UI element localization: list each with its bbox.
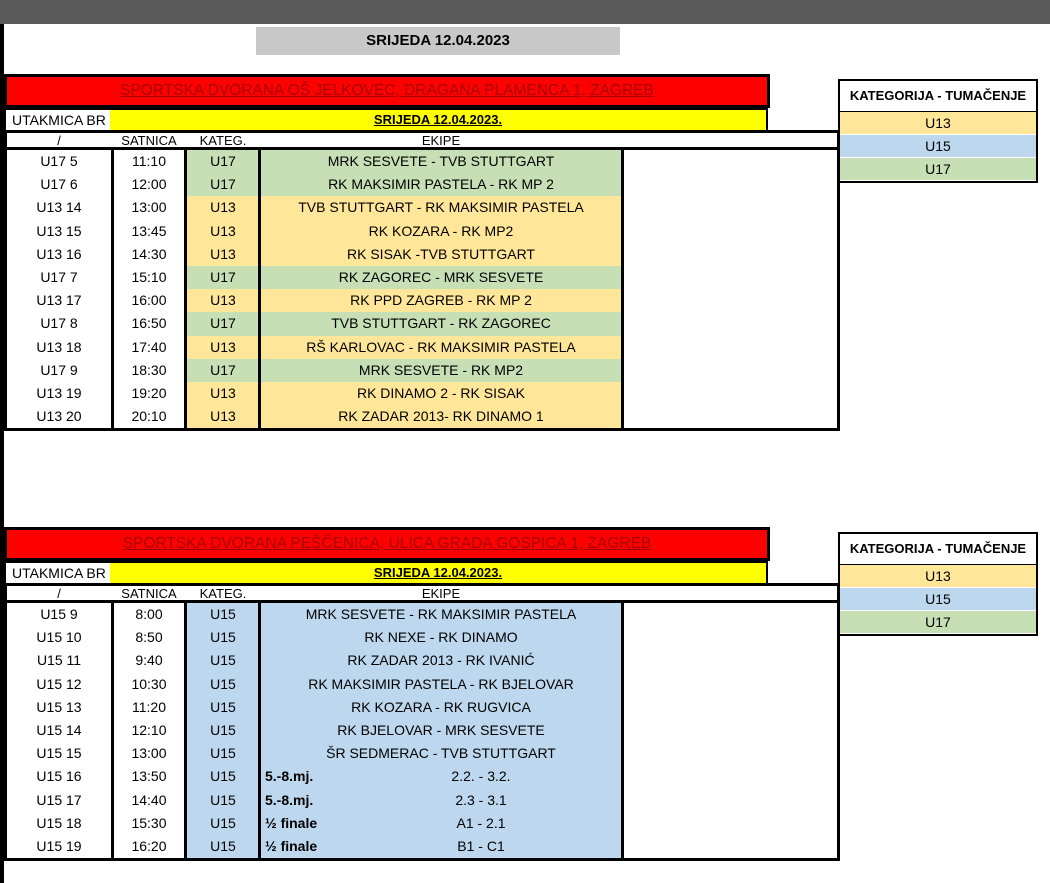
- legend-item: U13: [840, 112, 1036, 135]
- table-row: [7, 719, 837, 742]
- match-number-label: UTAKMICA BR: [6, 563, 110, 583]
- match-teams: RK KOZARA - RK RUGVICA: [261, 696, 621, 719]
- match-category: U17: [187, 359, 259, 382]
- match-category: U15: [187, 719, 259, 742]
- column-divider: [111, 150, 114, 428]
- table-row: [7, 196, 837, 219]
- match-time: 19:20: [131, 384, 167, 401]
- header-teams: EKIPE: [421, 586, 461, 601]
- match-number: U15 16: [36, 768, 82, 785]
- match-teams: RK PPD ZAGREB - RK MP 2: [261, 289, 621, 312]
- match-number: U15 15: [36, 745, 82, 762]
- table-row: [7, 336, 837, 359]
- match-stage: 5.-8.mj.: [265, 791, 314, 808]
- match-number: U13 15: [36, 222, 82, 239]
- date-row: [4, 108, 768, 132]
- match-category: U15: [187, 742, 259, 765]
- match-number: U17 5: [40, 153, 78, 169]
- match-category: U17: [187, 173, 259, 196]
- match-category: U13: [187, 220, 259, 243]
- header-number: /: [57, 586, 61, 601]
- schedule-table: [4, 150, 840, 431]
- match-time: 15:30: [131, 814, 167, 831]
- match-number: U13 20: [36, 408, 82, 425]
- category-legend: [838, 532, 1038, 636]
- match-category: U15: [187, 812, 259, 835]
- table-row: [7, 359, 837, 382]
- match-number: U15 9: [40, 606, 78, 622]
- column-divider: [258, 603, 261, 858]
- match-teams: RK NEXE - RK DINAMO: [261, 626, 621, 649]
- match-number: U15 12: [36, 675, 82, 692]
- match-time: 13:50: [131, 768, 167, 785]
- table-row: [7, 626, 837, 649]
- venue-title: SPORTSKA DVORANA PEŠČENICA, ULICA GRADA GOSPIĆA 1, ZAGREB: [4, 527, 770, 561]
- match-number-label: UTAKMICA BR: [6, 110, 110, 130]
- legend-title: KATEGORIJA - TUMAČENJE: [840, 534, 1036, 565]
- legend-item: U17: [840, 158, 1036, 181]
- match-category: U13: [187, 382, 259, 405]
- legend-item: U15: [840, 588, 1036, 611]
- match-category: U17: [187, 266, 259, 289]
- match-number: U13 16: [36, 245, 82, 262]
- match-number: U13 19: [36, 384, 82, 401]
- match-category: U15: [187, 696, 259, 719]
- match-teams: RŠ KARLOVAC - RK MAKSIMIR PASTELA: [261, 336, 621, 359]
- header-time: SATNICA: [121, 586, 177, 601]
- legend-item: U13: [840, 565, 1036, 588]
- match-time: 10:30: [131, 675, 167, 692]
- match-teams: RK ZADAR 2013- RK DINAMO 1: [261, 405, 621, 428]
- match-time: 9:40: [135, 652, 163, 669]
- column-divider: [111, 603, 114, 858]
- match-category: U15: [187, 835, 259, 858]
- match-teams: TVB STUTTGART - RK MAKSIMIR PASTELA: [261, 196, 621, 219]
- match-number: U15 13: [36, 698, 82, 715]
- match-time: 13:00: [131, 199, 167, 216]
- match-number: U17 8: [40, 315, 78, 332]
- match-teams: MRK SESVETE - RK MAKSIMIR PASTELA: [261, 603, 621, 626]
- table-row: [7, 243, 837, 266]
- match-time: 16:50: [131, 315, 167, 332]
- match-time: 17:40: [131, 338, 167, 355]
- match-number: U15 10: [36, 629, 82, 646]
- legend-title: KATEGORIJA - TUMAČENJE: [840, 81, 1036, 112]
- match-time: 16:20: [131, 837, 167, 854]
- table-row: [7, 266, 837, 289]
- table-row: [7, 812, 837, 835]
- match-teams: RK KOZARA - RK MP2: [261, 220, 621, 243]
- table-row: [7, 150, 837, 173]
- category-legend: [838, 79, 1038, 183]
- table-row: [7, 173, 837, 196]
- match-category: U13: [187, 405, 259, 428]
- match-stage: ½ finale: [265, 814, 318, 831]
- match-category: U15: [187, 673, 259, 696]
- match-time: 12:10: [131, 721, 167, 738]
- header-row: [4, 583, 840, 603]
- match-teams: TVB STUTTGART - RK ZAGOREC: [261, 312, 621, 335]
- table-row: [7, 405, 837, 428]
- match-category: U13: [187, 196, 259, 219]
- table-row: [7, 696, 837, 719]
- match-time: 11:10: [132, 153, 166, 169]
- header-category: KATEG.: [199, 586, 247, 601]
- match-category: U17: [187, 312, 259, 335]
- match-number: U17 9: [40, 361, 78, 378]
- match-teams: A1 - 2.1: [261, 812, 621, 835]
- match-time: 18:30: [131, 361, 167, 378]
- header-time: SATNICA: [121, 133, 177, 148]
- match-category: U15: [187, 789, 259, 812]
- match-time: 13:45: [131, 222, 167, 239]
- match-time: 11:20: [132, 698, 166, 715]
- column-divider: [184, 150, 187, 428]
- header-row: [4, 130, 840, 150]
- match-teams: MRK SESVETE - TVB STUTTGART: [261, 150, 621, 173]
- match-teams: MRK SESVETE - RK MP2: [261, 359, 621, 382]
- header-category: KATEG.: [199, 133, 247, 148]
- header-teams: EKIPE: [421, 133, 461, 148]
- match-time: 14:40: [131, 791, 167, 808]
- match-time: 16:00: [131, 292, 167, 309]
- table-row: [7, 835, 837, 858]
- match-number: U13 18: [36, 338, 82, 355]
- match-stage: 5.-8.mj.: [265, 768, 314, 785]
- table-row: [7, 789, 837, 812]
- table-row: [7, 603, 837, 626]
- match-teams: B1 - C1: [261, 835, 621, 858]
- header-number: /: [57, 133, 61, 148]
- table-row: [7, 312, 837, 335]
- match-category: U15: [187, 626, 259, 649]
- match-category: U13: [187, 243, 259, 266]
- table-row: [7, 382, 837, 405]
- match-category: U15: [187, 765, 259, 788]
- match-teams: RK MAKSIMIR PASTELA - RK BJELOVAR: [261, 673, 621, 696]
- match-category: U13: [187, 289, 259, 312]
- match-number: U13 14: [36, 199, 82, 216]
- table-row: [7, 289, 837, 312]
- match-category: U17: [187, 150, 259, 173]
- date-row: [4, 561, 768, 585]
- match-category: U15: [187, 649, 259, 672]
- match-teams: 2.3 - 3.1: [261, 789, 621, 812]
- match-category: U15: [187, 603, 259, 626]
- match-number: U15 18: [36, 814, 82, 831]
- match-teams: ŠR SEDMERAC - TVB STUTTGART: [261, 742, 621, 765]
- table-row: [7, 220, 837, 243]
- top-bar: [0, 0, 1050, 24]
- match-number: U13 17: [36, 292, 82, 309]
- legend-item: U17: [840, 611, 1036, 634]
- schedule-table: [4, 603, 840, 861]
- date-banner: SRIJEDA 12.04.2023: [256, 27, 620, 55]
- match-time: 13:00: [131, 745, 167, 762]
- match-time: 8:50: [135, 629, 163, 646]
- match-number: U15 14: [36, 721, 82, 738]
- match-number: U15 11: [36, 652, 82, 669]
- match-teams: RK ZAGOREC - MRK SESVETE: [261, 266, 621, 289]
- match-time: 20:10: [131, 408, 167, 425]
- column-divider: [184, 603, 187, 858]
- match-number: U15 19: [36, 837, 82, 854]
- match-time: 12:00: [131, 176, 167, 193]
- match-time: 8:00: [135, 606, 163, 622]
- column-divider: [621, 603, 624, 858]
- venue-title: SPORTSKA DVORANA OŠ JELKOVEC, DRAGANA PLAMENCA 1, ZAGREB: [4, 74, 770, 108]
- column-divider: [621, 150, 624, 428]
- match-number: U15 17: [36, 791, 82, 808]
- match-teams: RK BJELOVAR - MRK SESVETE: [261, 719, 621, 742]
- match-time: 15:10: [131, 268, 167, 285]
- match-teams: 2.2. - 3.2.: [261, 765, 621, 788]
- match-stage: ½ finale: [265, 837, 318, 854]
- table-row: [7, 649, 837, 672]
- match-teams: RK MAKSIMIR PASTELA - RK MP 2: [261, 173, 621, 196]
- match-teams: RK ZADAR 2013 - RK IVANIĆ: [261, 649, 621, 672]
- match-category: U13: [187, 336, 259, 359]
- section-date: SRIJEDA 12.04.2023.: [373, 112, 503, 127]
- column-divider: [258, 150, 261, 428]
- table-row: [7, 765, 837, 788]
- table-row: [7, 673, 837, 696]
- match-teams: RK SISAK -TVB STUTTGART: [261, 243, 621, 266]
- match-teams: RK DINAMO 2 - RK SISAK: [261, 382, 621, 405]
- match-number: U17 7: [40, 268, 78, 285]
- match-time: 14:30: [131, 245, 167, 262]
- match-number: U17 6: [40, 176, 78, 193]
- legend-item: U15: [840, 135, 1036, 158]
- section-date: SRIJEDA 12.04.2023.: [373, 565, 503, 580]
- table-row: [7, 742, 837, 765]
